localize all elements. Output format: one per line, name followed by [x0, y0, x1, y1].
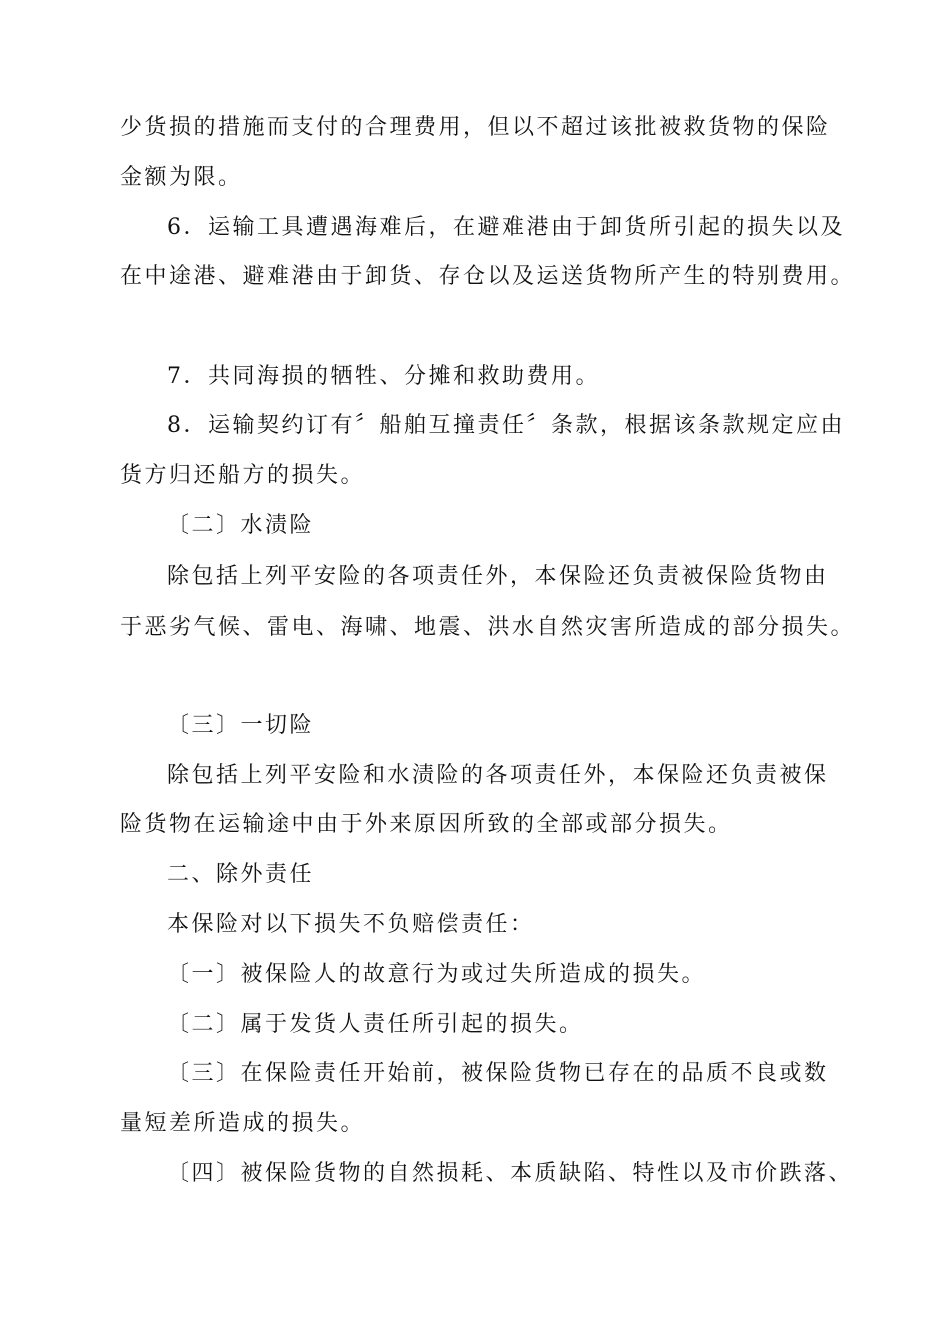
text-line: 除包括上列平安险的各项责任外，本保险还负责被保险货物由 [167, 564, 829, 589]
text-line: 除包括上列平安险和水渍险的各项责任外，本保险还负责被保 [167, 763, 829, 788]
text-line: 金额为限。 [120, 165, 243, 190]
section-heading: 〔三〕一切险 [167, 713, 315, 738]
text-line: 〔三〕在保险责任开始前，被保险货物已存在的品质不良或数 [167, 1061, 829, 1086]
text-line: 少货损的措施而支付的合理费用，但以不超过该批被救货物的保险 [120, 115, 831, 140]
text-line: 〔四〕被保险货物的自然损耗、本质缺陷、特性以及市价跌落、 [167, 1161, 854, 1186]
section-heading: 〔二〕水渍险 [167, 513, 315, 538]
text-line: 〔二〕属于发货人责任所引起的损失。 [167, 1012, 584, 1037]
text-line: 6．运输工具遭遇海难后，在避难港由于卸货所引起的损失以及 [167, 215, 845, 240]
text-line: 8．运输契约订有〞船舶互撞责任〞条款，根据该条款规定应由 [167, 413, 845, 438]
text-line: 货方归还船方的损失。 [120, 463, 366, 488]
text-line: 量短差所造成的损失。 [120, 1111, 366, 1136]
text-line: 7．共同海损的牺牲、分摊和救助费用。 [167, 364, 600, 389]
text-line: 于恶劣气候、雷电、海啸、地震、洪水自然灾害所造成的部分损失。 [120, 615, 856, 640]
section-heading: 二、除外责任 [167, 862, 315, 887]
text-line: 〔一〕被保险人的故意行为或过失所造成的损失。 [167, 962, 707, 987]
text-line: 在中途港、避难港由于卸货、存仓以及运送货物所产生的特别费用。 [120, 264, 856, 289]
text-line: 本保险对以下损失不负赔偿责任： [167, 912, 535, 937]
text-line: 险货物在运输途中由于外来原因所致的全部或部分损失。 [120, 812, 733, 837]
